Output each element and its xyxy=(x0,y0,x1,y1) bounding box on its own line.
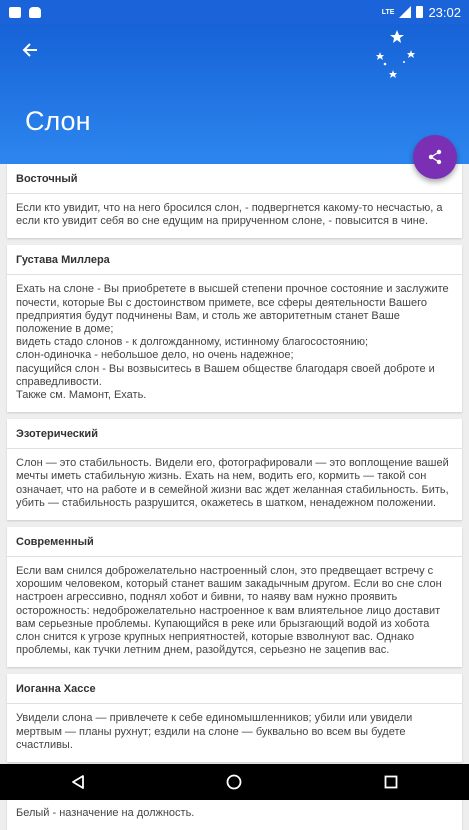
clock: 23:02 xyxy=(428,4,461,20)
nav-recents-button[interactable] xyxy=(371,764,411,800)
card-body: Слон — это стабильность. Видели его, фотографировали — это воплощение вашей мечты иметь стабильную жизнь. Ехать на нем, водить его, кормить — такой сон означает, что на работе и в семейной жизни вас ждет желанная стабильность. Бить, убить — стабильность разрушится, окажетесь в шатком, ненадежном положении. xyxy=(16,457,449,509)
interpretation-card xyxy=(7,164,462,238)
nav-back-icon xyxy=(71,774,85,790)
share-icon xyxy=(427,149,443,165)
page-title: Слон xyxy=(25,106,91,136)
network-type: LTE xyxy=(381,8,395,16)
card-body: Если вам снился доброжелательно настроенный слон, это предвещает встречу с хорошим человеком, который станет вашим закадычным другом. Если во сне слон настроен агрессивно, поднял хобот и бивни, то наяву вам нужно проявить осторожность: недоброжелательно настроенное к вам влиятельное лицо доставит вам серьезные проблемы. Купающийся в реке или брызгающий водой из хобота слон снится к угрозе крупных неприятностей, которые взволнуют вас. Однако проблемы, как тучки летним днем, разойдутся, серьезно не зацепив вас. xyxy=(16,565,442,657)
card-body: Увидели слона — привлечете к себе единомышленников; убили или увидели мертвым — планы рухнут; ездили на слоне — буквально во всем вы будете счастливы. xyxy=(16,712,413,751)
interpretation-card xyxy=(7,419,462,520)
card-title: Эзотерический xyxy=(7,427,462,449)
nav-back-button[interactable] xyxy=(58,764,98,800)
signal-icon xyxy=(399,6,411,18)
card-body: Белый - назначение на должность. xyxy=(16,807,195,820)
interpretation-card xyxy=(7,527,462,667)
status-bar xyxy=(0,0,469,24)
app-header xyxy=(0,24,469,164)
navigation-bar xyxy=(0,764,469,800)
android-notification-icon xyxy=(29,7,41,18)
back-button[interactable] xyxy=(14,34,46,66)
nav-home-button[interactable] xyxy=(214,764,254,800)
nav-home-icon xyxy=(226,774,242,790)
arrow-left-icon xyxy=(22,42,38,58)
interpretations-list[interactable] xyxy=(0,164,469,820)
share-button[interactable] xyxy=(413,135,457,179)
card-title: Современный xyxy=(7,535,462,557)
card-title: Густава Миллера xyxy=(7,253,462,275)
image-notification-icon xyxy=(9,7,21,18)
card-body: Если кто увидит, что на него бросился слон, - подвергнется какому-то несчастью, а если кто увидит себя во сне едущим на прирученном слоне, - повысится в чине. xyxy=(16,202,443,228)
night-sky-decoration xyxy=(349,24,469,94)
battery-icon xyxy=(416,6,423,18)
card-title: Восточный xyxy=(7,172,462,194)
card-title: Иоганна Хассе xyxy=(7,682,462,704)
nav-recents-icon xyxy=(384,775,398,789)
card-body: Ехать на слоне - Вы приобретете в высшей степени прочное состояние и заслужите почести, которые Вы с достоинством примете, все сферы деятельности Вашего предприятия будут подчинены Вам, и столь же авторитетным станет Ваше положение в доме; видеть стадо слонов - к долгожданному, истинному благосостоянию; слон-одиночка - небольшое дело, но очень надежное; пасущийся слон - Вы возвыситесь в Вашем обществе благодаря своей доброте и справедливости. Также см. Мамонт, Ехать. xyxy=(16,283,449,402)
interpretation-card xyxy=(7,245,462,412)
interpretation-card xyxy=(7,674,462,762)
